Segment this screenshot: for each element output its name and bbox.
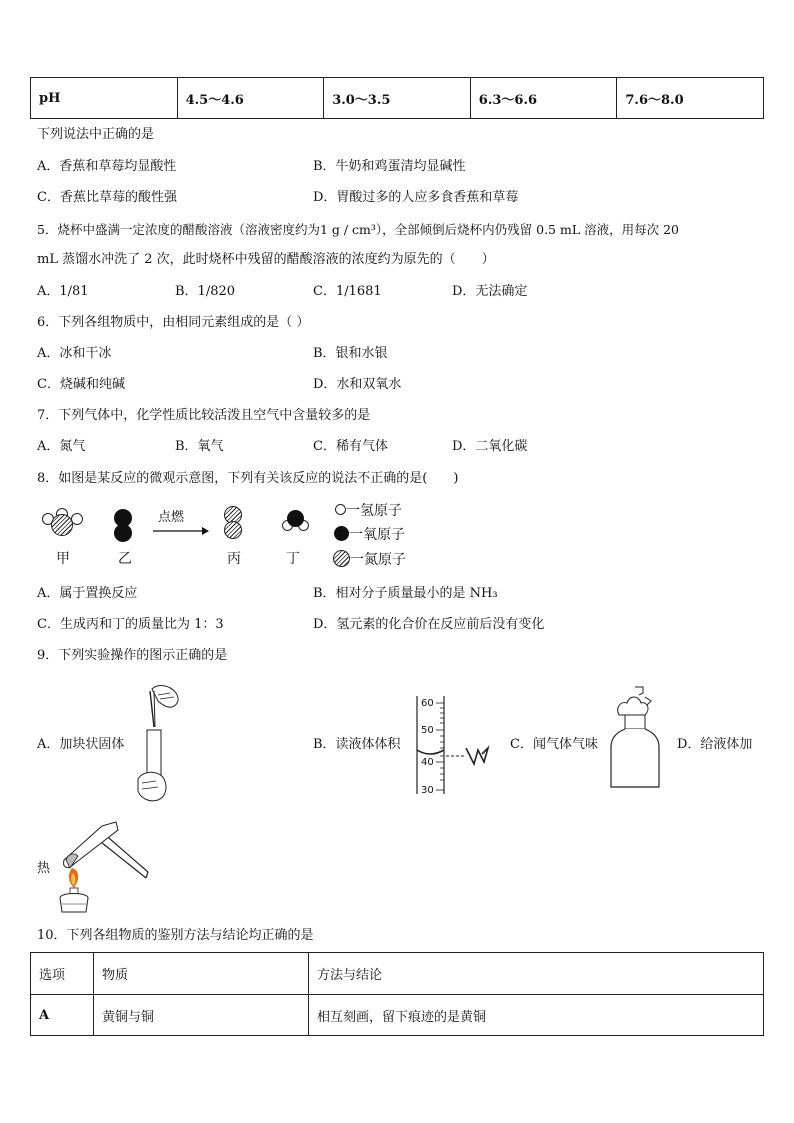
label-ding: 丁	[286, 551, 300, 567]
option-5c: C．1/1681	[313, 284, 382, 299]
column-header: 物质	[94, 953, 309, 995]
tick-label-60: 60	[421, 698, 434, 709]
legend-hydrogen: 一氢原子	[346, 503, 402, 519]
tick-label-50: 50	[421, 725, 434, 736]
heating-illustration	[56, 818, 152, 922]
option-9c: C．闻气体气味	[510, 737, 598, 752]
question-9-prompt: 9．下列实验操作的图示正确的是	[37, 648, 228, 663]
table-cell: 4.5～4.6	[177, 78, 324, 119]
molecule-yi	[113, 509, 133, 543]
option-8b: B．相对分子质量最小的是 NH₃	[313, 586, 498, 601]
option-5d: D．无法确定	[452, 284, 528, 299]
option-5a: A．1/81	[37, 284, 89, 299]
question-7-prompt: 7．下列气体中，化学性质比较活泼且空气中含量较多的是	[37, 408, 371, 423]
option-9b: B．读液体体积	[313, 737, 401, 752]
question-8-prompt: 8．如图是某反应的微观示意图，下列有关该反应的说法不正确的是( )	[37, 471, 459, 486]
table-cell: 相互刻画，留下痕迹的是黄铜	[309, 995, 764, 1036]
label-jia: 甲	[56, 551, 70, 567]
question-5-line2: mL 蒸馏水冲洗了 2 次，此时烧杯中残留的醋酸溶液的浓度约为原先的（ ）	[37, 252, 495, 267]
q10-table	[30, 952, 764, 1036]
table-cell: 7.6～8.0	[617, 78, 764, 119]
table-cell: A	[31, 995, 94, 1036]
tick-label-30: 30	[421, 785, 434, 796]
table-cell: pH	[31, 78, 178, 119]
option-6d: D．水和双氧水	[313, 377, 402, 392]
table-row	[31, 995, 764, 1036]
option-9d: D．给液体加	[677, 737, 753, 752]
question-10-prompt: 10．下列各组物质的鉴别方法与结论均正确的是	[37, 928, 314, 943]
option-7c: C．稀有气体	[313, 439, 388, 454]
option-4b: B．牛奶和鸡蛋清均显碱性	[313, 159, 466, 174]
option-6b: B．银和水银	[313, 346, 388, 361]
nitrogen-atom-icon	[333, 550, 350, 567]
table-cell: 6.3～6.6	[470, 78, 617, 119]
option-4d: D．胃酸过多的人应多食香蕉和草莓	[313, 190, 519, 205]
add-solid-illustration	[130, 683, 190, 807]
option-8a: A．属于置换反应	[37, 586, 138, 601]
ph-table	[30, 77, 764, 119]
option-8c: C．生成丙和丁的质量比为 1：3	[37, 617, 224, 632]
legend-oxygen: 一氧原子	[349, 527, 405, 543]
option-7b: B．氧气	[175, 439, 224, 454]
hydrogen-atom-icon	[335, 504, 346, 515]
label-bing: 丙	[227, 551, 241, 567]
question-6-prompt: 6．下列各组物质中，由相同元素组成的是（ ）	[37, 315, 310, 330]
molecule-bing	[223, 506, 243, 540]
option-8d: D．氢元素的化合价在反应前后没有变化	[313, 617, 545, 632]
option-4a: A．香蕉和草莓均显酸性	[37, 159, 177, 174]
table-cell: 黄铜与铜	[94, 995, 309, 1036]
question-5-line1: 5．烧杯中盛满一定浓度的醋酸溶液（溶液密度约为1 g / cm³），全部倾倒后烧杯内仍残留 0.5 mL 溶液，用每次 20	[37, 222, 679, 237]
arrow-icon	[152, 524, 210, 539]
option-9a: A．加块状固体	[37, 737, 125, 752]
option-7d: D．二氧化碳	[452, 439, 528, 454]
option-4c: C．香蕉比草莓的酸性强	[37, 190, 177, 205]
option-7a: A．氮气	[37, 439, 86, 454]
tick-label-40: 40	[421, 757, 434, 768]
option-6c: C．烧碱和纯碱	[37, 377, 125, 392]
table-header-row	[31, 953, 764, 995]
label-yi: 乙	[118, 551, 132, 567]
reaction-condition: 点燃	[158, 510, 185, 525]
option-6a: A．冰和干冰	[37, 346, 112, 361]
gas-bottle-illustration	[605, 683, 665, 797]
reaction-diagram	[40, 500, 420, 575]
oxygen-atom-icon	[334, 526, 349, 541]
table-row	[31, 78, 764, 119]
column-header: 选项	[31, 953, 94, 995]
graduated-cylinder-illustration	[412, 694, 502, 798]
legend-nitrogen: 一氮原子	[350, 552, 406, 568]
question-4-prompt: 下列说法中正确的是	[37, 127, 155, 142]
option-9d-continued: 热	[37, 861, 51, 876]
option-5b: B．1/820	[175, 284, 236, 299]
molecule-jia	[40, 508, 85, 538]
table-cell: 3.0～3.5	[324, 78, 471, 119]
molecule-ding	[282, 510, 310, 534]
column-header: 方法与结论	[309, 953, 764, 995]
